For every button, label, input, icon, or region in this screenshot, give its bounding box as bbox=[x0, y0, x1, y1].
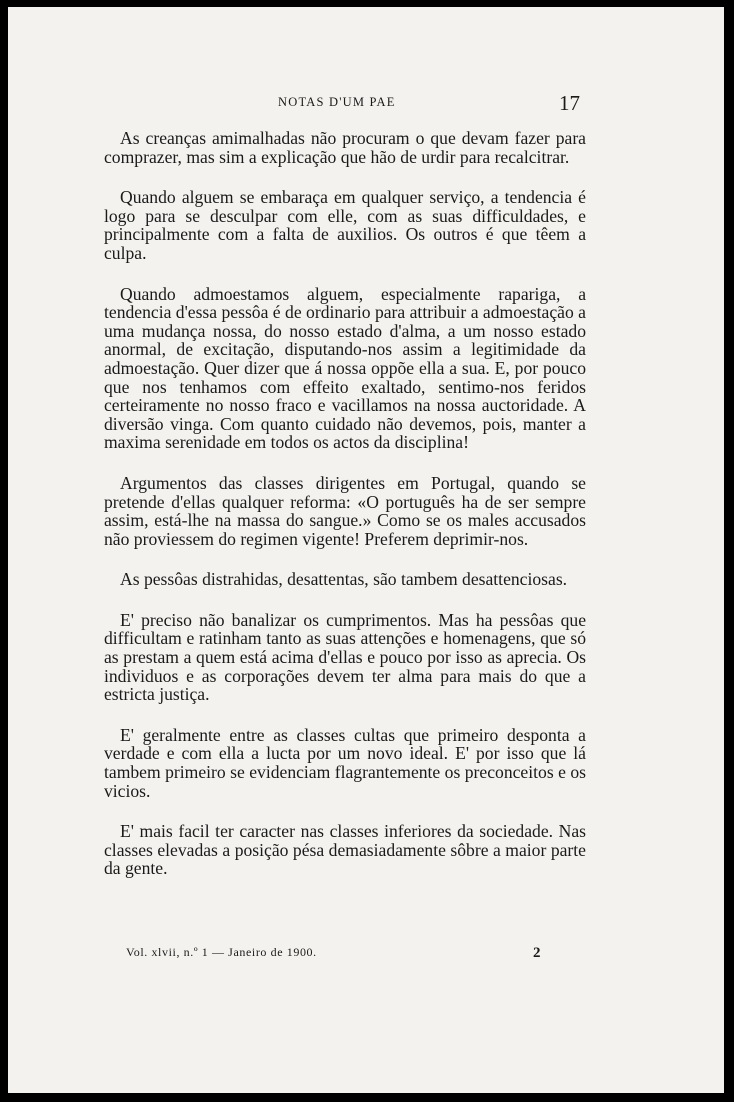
paragraph: E' mais facil ter caracter nas classes inferiores da sociedade. Nas classes elevadas a posição pésa demasiadamente sôbre a maior parte da gente. bbox=[104, 821, 586, 879]
paragraph: Quando admoestamos alguem, especialmente rapariga, a tendencia d'essa pessôa é de ordinario para attribuir a admoestação a uma mudança nossa, do nosso estado d'alma, a um nosso estado anormal, de excitação, disputando-nos assim a legitimidade da admoestação. Quer dizer que á nossa oppõe ella a sua. E, por pouco que nos tenhamos com effeito exaltado, sentimo-nos feridos certeiramente no nosso fraco e vacillamos na nossa auctoridade. A diversão vinga. Com quanto cuidado não devemos, pois, manter a maxima serenidade em todos os actos da disciplina! bbox=[104, 283, 586, 453]
paragraph: Argumentos das classes dirigentes em Portugal, quando se pretende d'ellas qualquer reforma: «O português ha de ser sempre assim, está-lhe na massa do sangue.» Como se os males accusados não proviessem do regimen vigente! Preferem deprimir-nos. bbox=[104, 472, 586, 549]
signature-mark: 2 bbox=[533, 945, 541, 961]
book-page bbox=[8, 7, 724, 1093]
page-body bbox=[104, 129, 586, 900]
page-number: 17 bbox=[559, 91, 580, 115]
paragraph: E' geralmente entre as classes cultas que primeiro desponta a verdade e com ella a lucta por um novo ideal. E' por isso que lá tambem primeiro se evidenciam flagrantemente os preconceitos e os vicios. bbox=[104, 724, 586, 801]
paragraph: As pessôas distrahidas, desattentas, são tambem desattenciosas. bbox=[120, 569, 568, 590]
paragraph: As creanças amimalhadas não procuram o que devam fazer para comprazer, mas sim a explicação que hão de urdir para recalcitrar. bbox=[104, 128, 586, 167]
volume-footer: Vol. xlvii, n.º 1 — Janeiro de 1900. bbox=[126, 945, 317, 959]
page-header bbox=[8, 93, 724, 119]
running-title: NOTAS D'UM PAE bbox=[278, 95, 396, 109]
paragraph: E' preciso não banalizar os cumprimentos. Mas ha pessôas que difficultam e ratinham tanto as suas attenções e homenagens, que só as prestam a quem está acima d'ellas e pouco por isso as aprecia. Os individuos e as corporações devem ter alma para mais do que a estricta justiça. bbox=[104, 609, 586, 705]
paragraph: Quando alguem se embaraça em qualquer serviço, a tendencia é logo para se desculpar com elle, com as suas difficuldades, e principalmente com a falta de auxilios. Os outros é que têem a culpa. bbox=[104, 187, 586, 263]
